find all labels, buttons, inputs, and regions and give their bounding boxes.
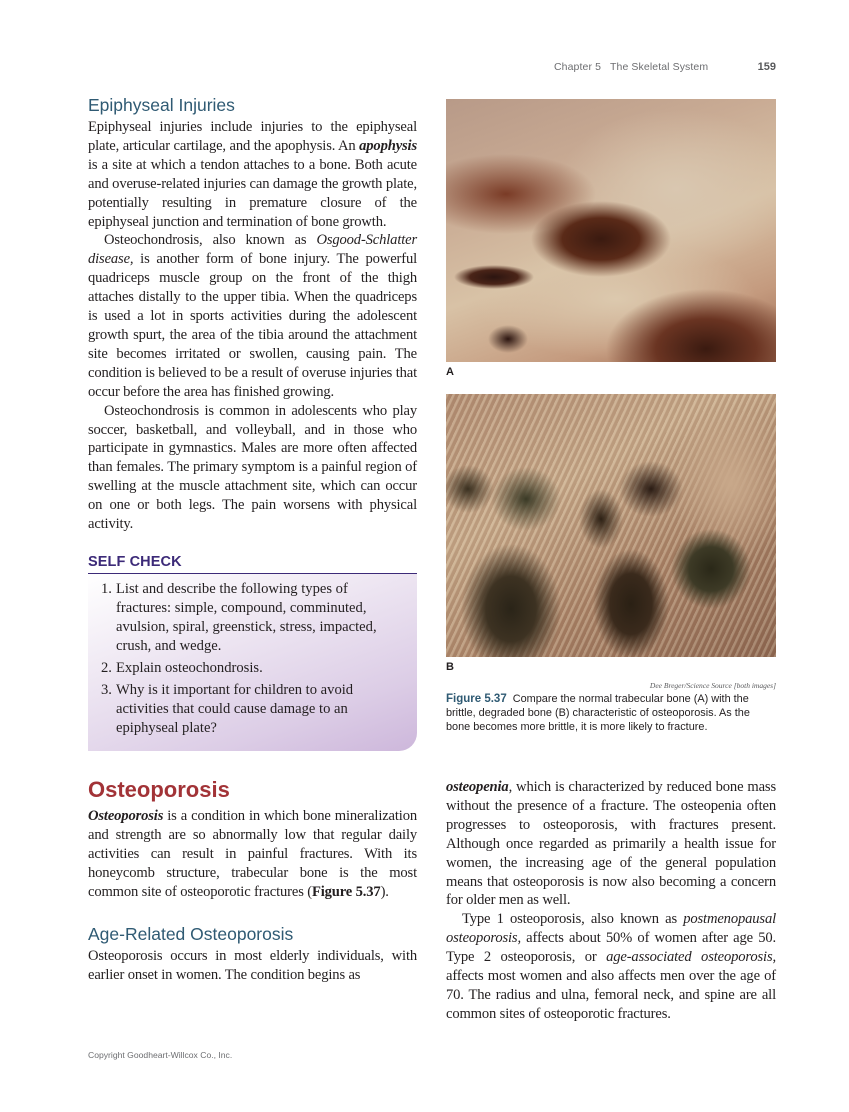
text-run: ). [380,883,389,900]
italic-term: Osgood-Schlatter disease, [88,232,417,268]
section-age-related-osteoporosis [88,923,417,985]
text-run: , which is characterized by reduced bone mass without the presence of a fracture. The osteopenia often progresses to osteoporosis, with fractures present. Although once regarded as primarily a health issue for women, the increasing age of the general population means that osteoporosis is now also becoming a concern for older men as well. [446,779,776,909]
page-number: 159 [757,61,776,73]
figure-label-b: B [446,661,454,673]
copyright-footer: Copyright Goodheart-Willcox Co., Inc. [88,1050,233,1060]
paragraph [88,118,417,231]
item-text: Explain osteochondrosis. [116,659,263,676]
figure-caption [446,692,776,734]
section-osteoporosis [88,777,417,902]
italic-term: age-associated osteoporosis, [606,949,776,966]
bone-image-osteoporotic [446,394,776,657]
paragraph [88,231,417,401]
item-text: Why is it important for children to avoid activities that could cause damage to an epiphyseal plate? [116,681,354,736]
paragraph: Osteoporosis occurs in most elderly individuals, with earlier onset in women. The condition begins as [88,948,417,984]
paragraph [446,910,776,1023]
italic-term: postmenopausal osteoporosis, [446,911,776,947]
left-column [88,94,417,985]
self-check-item [101,659,399,678]
paragraph [446,778,776,910]
running-head [554,60,776,74]
section-heading: Age-Related Osteoporosis [88,924,294,945]
chapter-title: The Skeletal System [610,61,709,73]
self-check-content [88,574,417,751]
text-run: Type 1 osteoporosis, also known as [462,911,684,928]
text-run: is a site at which a tendon attaches to a bone. Both acute and overuse-related injuries can damage the growth plate, potentially resulting in premature closure of the epiphyseal junction and termination of bone growth. [88,156,417,230]
figure-reference: Figure 5.37 [311,883,381,900]
figure-5-37 [446,99,776,734]
section-epiphyseal-injuries [88,94,417,534]
chapter-label [554,61,708,73]
self-check-item [101,681,399,738]
paragraph: Osteochondrosis is common in adolescents who play soccer, basketball, and volleyball, and in those who participate in gymnastics. Males are more often affected than females. The primary symptom is a painful region of swelling at the muscle attachment site, which can occur on one or both legs. The pain worsens with physical activity. [88,402,417,533]
text-run: affects about 50% of women after age 50. Type 2 osteoporosis, or [446,930,776,966]
item-text: List and describe the following types of fractures: simple, compound, comminuted, avulsion, spiral, greenstick, stress, impacted, crush, and wedge. [116,580,377,654]
section-heading: Epiphyseal Injuries [88,95,235,115]
image-credit: Dee Breger/Science Source [both images] [649,681,776,690]
paragraph [88,807,417,902]
text-run: affects most women and also affects men over the age of 70. The radius and ulna, femoral neck, and spine are all common sites of osteoporotic fractures. [446,968,776,1022]
self-check-title: SELF CHECK [88,554,417,574]
text-run: is another form of bone injury. The powerful quadriceps muscle group on the front of the thigh attaches distally to the upper tibia. When the quadriceps is used a lot in sports activities during the adolescent growth spurt, the area of the tibia around the attachment site becomes irritated or swollen, causing pain. The condition is believed to be a result of overuse injuries that occur before the area has finished growing. [88,251,417,400]
caption-text: Compare the normal trabecular bone (A) with the brittle, degraded bone (B) characteristic of osteoporosis. As the bone becomes more brittle, it is more likely to fracture. [446,693,750,733]
self-check-item [101,580,399,656]
bone-image-normal [446,99,776,362]
chapter-number: Chapter 5 [554,61,602,73]
key-term: apophysis [359,137,417,154]
item-number: 3. [101,681,112,698]
self-check-box [88,554,417,751]
key-term: Osteoporosis [88,807,164,824]
main-heading: Osteoporosis [88,776,230,802]
text-run: Epiphyseal injuries include injuries to the epiphyseal plate, articular cartilage, and the apophysis. An [88,119,417,154]
text-run: Osteochondrosis, also known as [104,232,317,249]
figure-number: Figure 5.37 [446,693,507,705]
self-check-list [101,580,399,738]
right-column-text [446,778,776,1024]
figure-label-a: A [446,366,454,378]
key-term: osteopenia [446,779,509,795]
item-number: 2. [101,659,112,676]
text-run: is a condition in which bone mineralization and strength are so abnormally low that regular daily activities can result in painful fractures. With its honeycomb structure, trabecular bone is the most common site of osteoporotic fractures ( [88,807,417,900]
item-number: 1. [101,580,112,597]
